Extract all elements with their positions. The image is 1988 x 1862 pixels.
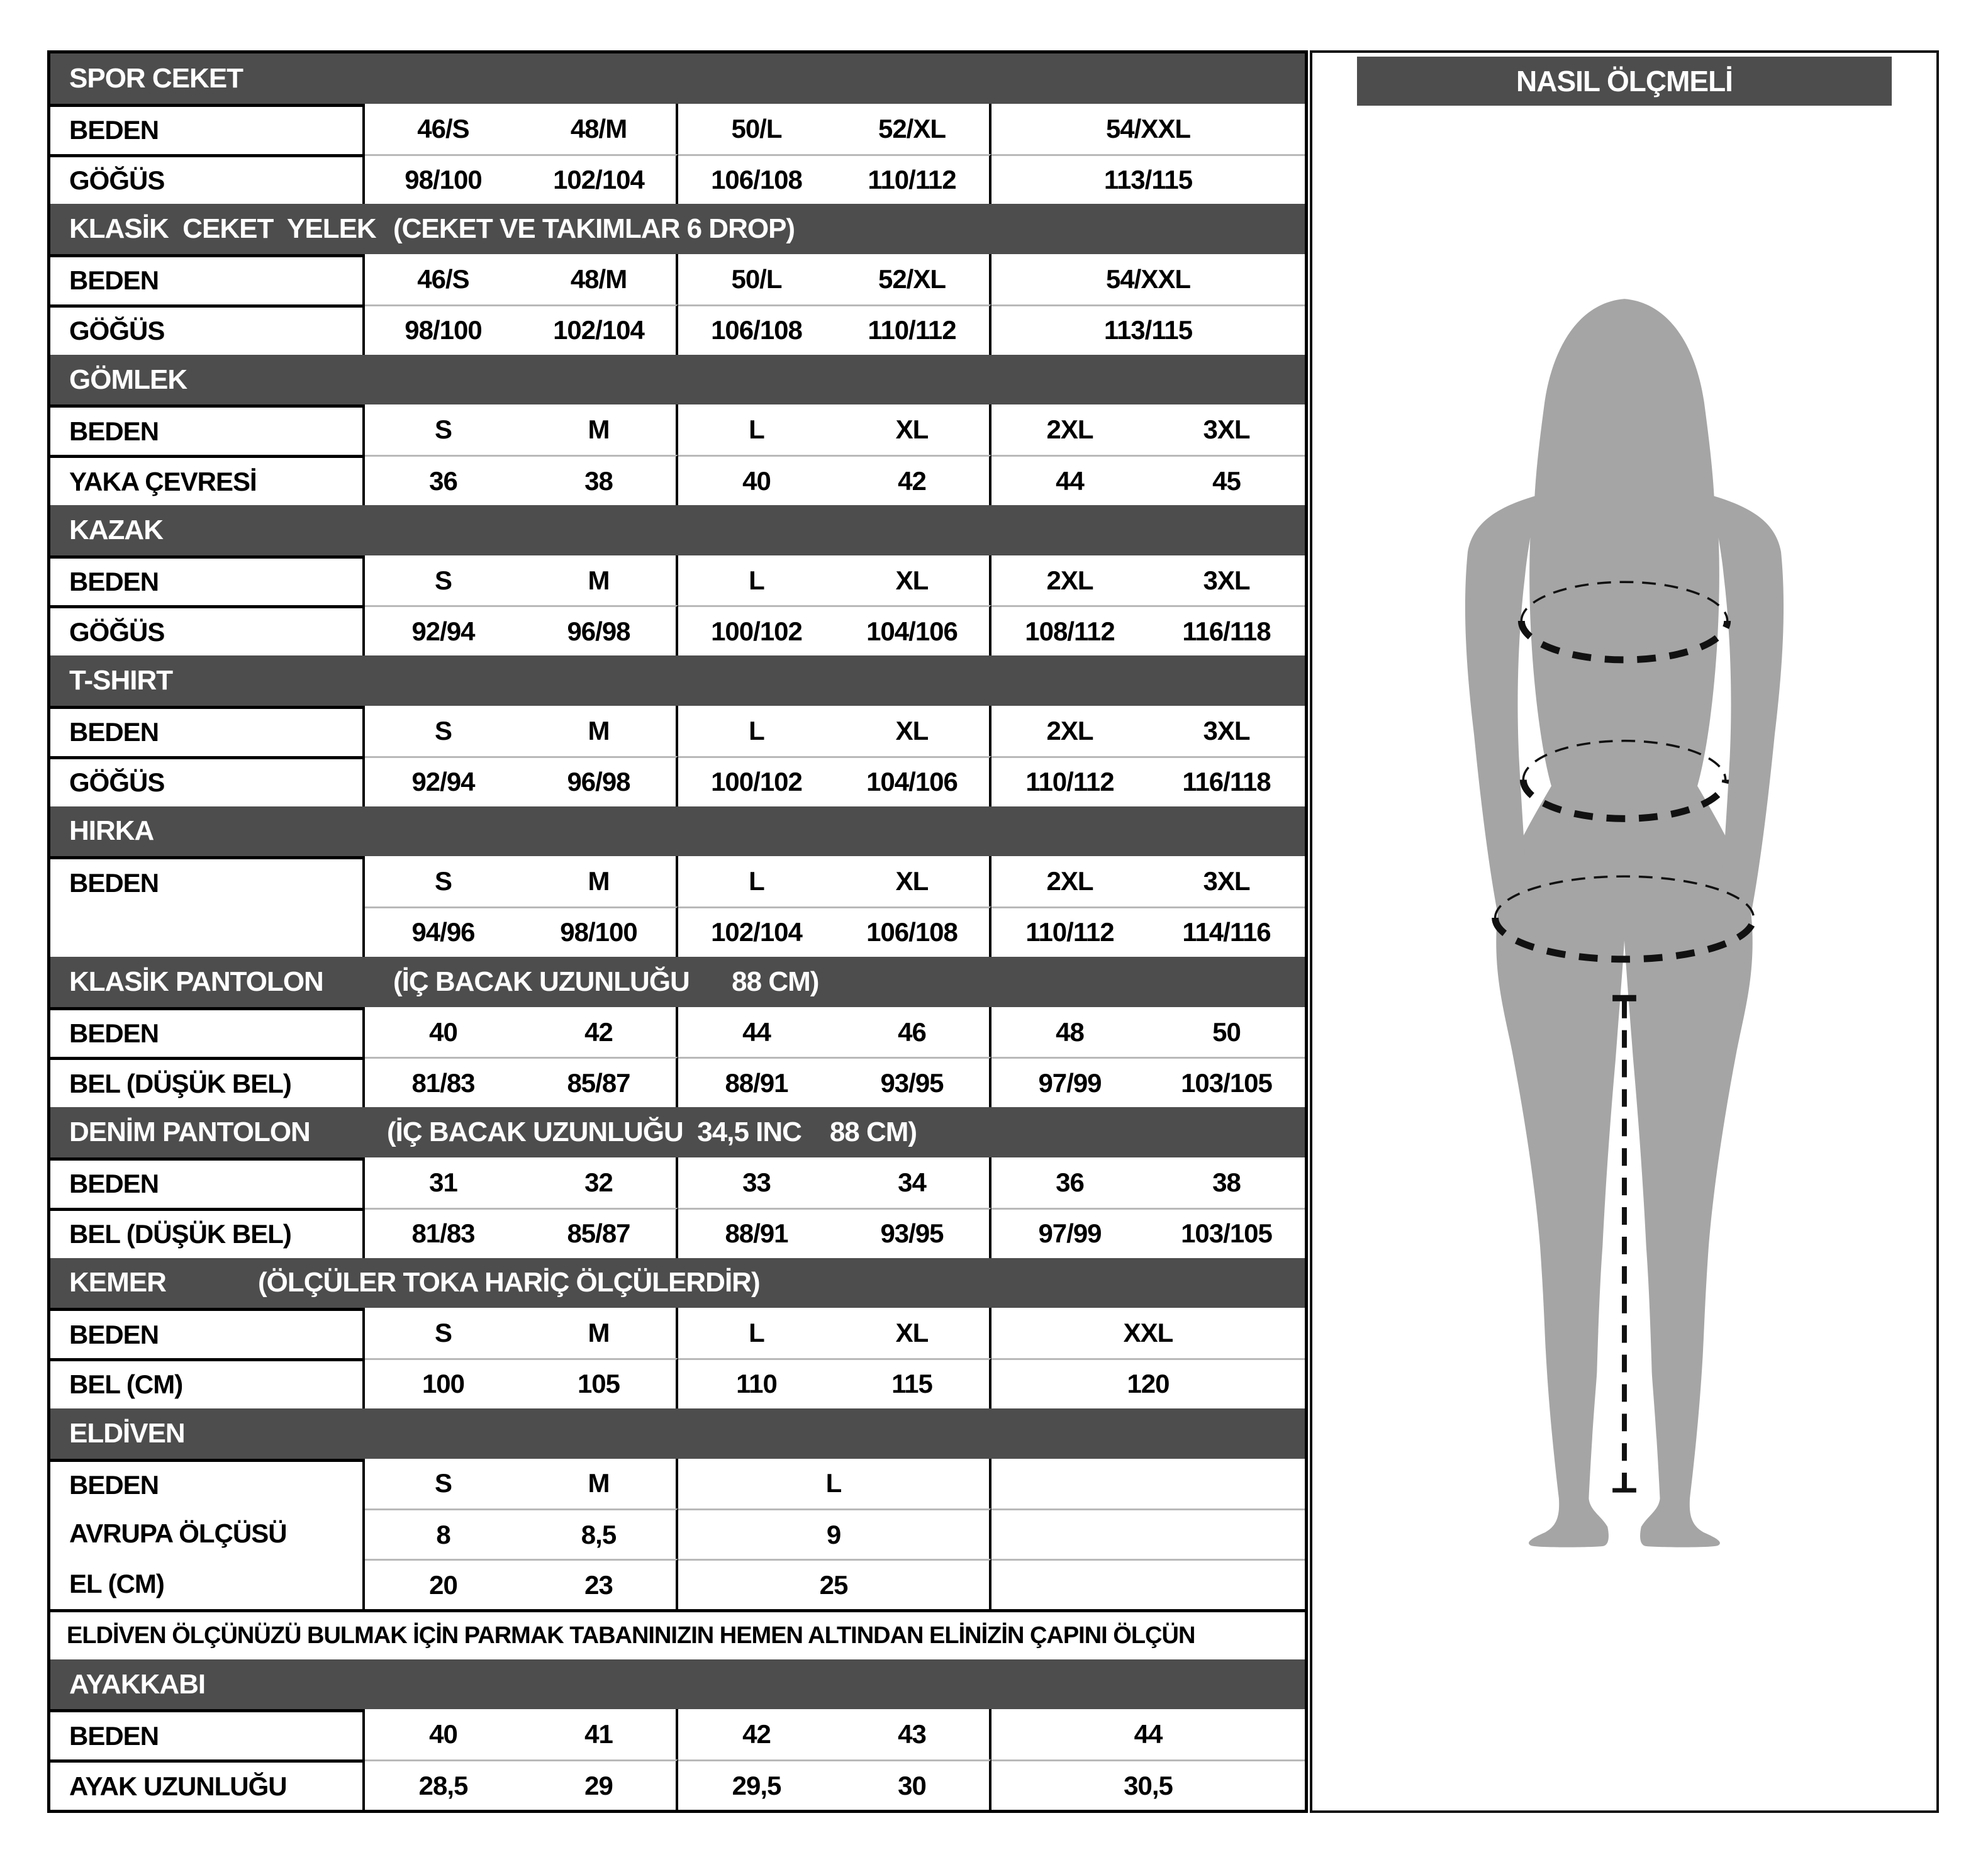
- size-cell: 105: [522, 1358, 678, 1408]
- size-cell: 88/91: [678, 1057, 835, 1107]
- table-row: [50, 555, 1305, 606]
- size-cell: 2XL: [1046, 866, 1093, 896]
- row-label: BEDEN: [50, 706, 365, 756]
- size-cell: 52/XL: [835, 254, 991, 304]
- section-header-label: KLASİK PANTOLON: [69, 966, 323, 997]
- section-header: [50, 505, 1305, 555]
- section-header: [50, 53, 1305, 104]
- section-header: [50, 806, 1305, 857]
- row-label: AVRUPA ÖLÇÜSÜ: [50, 1508, 365, 1559]
- size-cell: 116/118: [1148, 605, 1305, 655]
- row-label: BEDEN: [50, 254, 365, 304]
- table-row: [50, 756, 1305, 806]
- table-row: [50, 254, 1305, 304]
- size-cell: 42: [742, 1719, 771, 1749]
- size-cell: 54/XXL: [1105, 113, 1191, 143]
- size-cell: 116/118: [1148, 756, 1305, 806]
- size-cell: 96/98: [522, 605, 678, 655]
- size-cell: 110/112: [991, 906, 1148, 957]
- size-cell: S: [434, 1468, 452, 1498]
- size-cell: L: [749, 866, 764, 896]
- size-cell: 106/108: [678, 304, 835, 355]
- table-row: [50, 1508, 1305, 1559]
- size-cell: 48/M: [522, 254, 678, 304]
- table-row: [50, 1057, 1305, 1107]
- row-label: GÖĞÜS: [50, 154, 365, 204]
- table-row: [50, 1559, 1305, 1609]
- size-cell: XL: [835, 856, 991, 906]
- table-row: [50, 906, 1305, 957]
- size-cell: 8: [365, 1508, 522, 1559]
- row-label: GÖĞÜS: [50, 605, 365, 655]
- size-cell: XL: [835, 1308, 991, 1358]
- size-cell: 40: [429, 1017, 457, 1047]
- size-cell: S: [434, 866, 452, 896]
- size-cell: 92/94: [365, 756, 522, 806]
- table-row: [50, 304, 1305, 355]
- row-label: BEL (CM): [50, 1358, 365, 1408]
- section-header-label: DENİM PANTOLON: [69, 1117, 310, 1148]
- row-label: GÖĞÜS: [50, 756, 365, 806]
- panel-title: NASIL ÖLÇMELİ: [1357, 57, 1892, 106]
- table-row: [50, 154, 1305, 204]
- size-cell: XL: [835, 706, 991, 756]
- size-cell: 113/115: [991, 154, 1305, 204]
- size-cell: L: [749, 1318, 764, 1348]
- size-cell: 41: [522, 1709, 678, 1759]
- row-label: BEDEN: [50, 1308, 365, 1358]
- row-label: BEL (DÜŞÜK BEL): [50, 1208, 365, 1258]
- size-chart-table: [47, 50, 1308, 1813]
- size-cell: 97/99: [991, 1208, 1148, 1258]
- size-cell: 46/S: [417, 264, 469, 294]
- section-header-subtext: (İÇ BACAK UZUNLUĞU 34,5 INC 88 CM): [387, 1117, 917, 1148]
- size-cell: 108/112: [991, 605, 1148, 655]
- size-cell: 98/100: [365, 304, 522, 355]
- size-cell: 3XL: [1203, 415, 1250, 445]
- size-cell: M: [522, 856, 678, 906]
- row-label: BEDEN: [50, 1007, 365, 1057]
- size-cell: 94/96: [365, 906, 522, 957]
- row-label: BEDEN: [50, 1709, 365, 1759]
- size-cell: 42: [522, 1007, 678, 1057]
- table-row: [50, 1459, 1305, 1509]
- size-cell: 33: [742, 1167, 771, 1197]
- size-cell: M: [522, 1308, 678, 1358]
- size-cell: L: [749, 715, 764, 745]
- row-label: BEDEN: [50, 104, 365, 154]
- size-cell: 110/112: [835, 154, 991, 204]
- section-header-label: HIRKA: [69, 815, 154, 847]
- section-header: [50, 1258, 1305, 1308]
- size-cell: 40: [429, 1719, 457, 1749]
- size-cell: 85/87: [522, 1057, 678, 1107]
- size-cell: 46/S: [417, 113, 469, 143]
- size-cell: S: [434, 1318, 452, 1348]
- section-header-subtext: (ÖLÇÜLER TOKA HARİÇ ÖLÇÜLERDİR): [258, 1267, 760, 1298]
- size-cell: 85/87: [522, 1208, 678, 1258]
- table-row: [50, 1157, 1305, 1208]
- row-label: BEDEN: [50, 1157, 365, 1208]
- size-cell: 104/106: [835, 605, 991, 655]
- size-cell: 23: [522, 1559, 678, 1609]
- size-cell: 50/L: [731, 264, 782, 294]
- size-cell: 44: [742, 1017, 771, 1047]
- size-cell: 30: [835, 1759, 991, 1810]
- size-cell: 28,5: [365, 1759, 522, 1810]
- size-cell: S: [434, 415, 452, 445]
- section-header-label: AYAKKABI: [69, 1668, 206, 1700]
- table-row: [50, 706, 1305, 756]
- size-cell: 44: [991, 455, 1148, 505]
- section-header-label: SPOR CEKET: [69, 62, 243, 94]
- size-cell: 3XL: [1203, 715, 1250, 745]
- table-row: [50, 605, 1305, 655]
- size-cell: 102/104: [678, 906, 835, 957]
- table-row: [50, 1208, 1305, 1258]
- size-cell: 92/94: [365, 605, 522, 655]
- size-cell: 97/99: [991, 1057, 1148, 1107]
- table-row: [50, 1007, 1305, 1057]
- size-cell: 93/95: [835, 1057, 991, 1107]
- section-header: [50, 1408, 1305, 1459]
- table-row: [50, 455, 1305, 505]
- size-cell: 48: [1056, 1017, 1084, 1047]
- size-cell: M: [522, 1459, 678, 1509]
- size-cell: 32: [522, 1157, 678, 1208]
- row-label: AYAK UZUNLUĞU: [50, 1759, 365, 1810]
- size-cell: 8,5: [522, 1508, 678, 1559]
- size-cell: XL: [835, 555, 991, 606]
- table-row: [50, 404, 1305, 455]
- row-label: BEDEN: [50, 404, 365, 455]
- size-cell: 120: [991, 1358, 1305, 1408]
- size-cell: 25: [678, 1559, 991, 1609]
- size-cell: 93/95: [835, 1208, 991, 1258]
- size-cell: 88/91: [678, 1208, 835, 1258]
- size-cell: 100/102: [678, 756, 835, 806]
- size-cell: S: [434, 715, 452, 745]
- size-cell: 110: [678, 1358, 835, 1408]
- size-cell: XL: [835, 404, 991, 455]
- size-cell: 48/M: [522, 104, 678, 154]
- row-label: [50, 906, 365, 957]
- size-cell: 3XL: [1203, 565, 1250, 595]
- size-cell: 103/105: [1148, 1057, 1305, 1107]
- table-row: [50, 1358, 1305, 1408]
- size-cell: 54/XXL: [1105, 264, 1191, 294]
- size-cell: M: [522, 404, 678, 455]
- section-header-label: GÖMLEK: [69, 364, 187, 395]
- section-header: [50, 204, 1305, 254]
- size-cell: L: [749, 565, 764, 595]
- size-cell: 34: [835, 1157, 991, 1208]
- section-header: [50, 355, 1305, 405]
- size-cell: 106/108: [678, 154, 835, 204]
- size-cell: 113/115: [991, 304, 1305, 355]
- section-header-label: KLASİK CEKET YELEK: [69, 213, 376, 245]
- size-cell: 30,5: [991, 1759, 1305, 1810]
- section-header-label: KEMER: [69, 1267, 166, 1298]
- size-cell: 36: [365, 455, 522, 505]
- row-label: GÖĞÜS: [50, 304, 365, 355]
- size-cell: 2XL: [1046, 415, 1093, 445]
- size-cell: [991, 1508, 1305, 1559]
- size-cell: L: [749, 415, 764, 445]
- size-cell: 110/112: [991, 756, 1148, 806]
- section-header-label: T-SHIRT: [69, 665, 173, 696]
- size-cell: 81/83: [365, 1057, 522, 1107]
- size-cell: 44: [1134, 1719, 1163, 1749]
- section-header: [50, 1659, 1305, 1710]
- size-cell: 3XL: [1203, 866, 1250, 896]
- table-row: [50, 1308, 1305, 1358]
- row-label: BEDEN: [50, 856, 365, 906]
- size-cell: [991, 1559, 1305, 1609]
- size-cell: 98/100: [365, 154, 522, 204]
- size-cell: 45: [1148, 455, 1305, 505]
- size-cell: M: [522, 706, 678, 756]
- how-to-measure-panel: [1310, 50, 1939, 1813]
- size-cell: 102/104: [522, 304, 678, 355]
- size-cell: 96/98: [522, 756, 678, 806]
- size-cell: 43: [835, 1709, 991, 1759]
- size-cell: 29: [522, 1759, 678, 1810]
- size-cell: 31: [429, 1167, 457, 1197]
- size-cell: 100/102: [678, 605, 835, 655]
- row-label: BEDEN: [50, 1459, 365, 1509]
- size-cell: 40: [678, 455, 835, 505]
- size-cell: 2XL: [1046, 715, 1093, 745]
- table-row: [50, 856, 1305, 906]
- size-cell: 103/105: [1148, 1208, 1305, 1258]
- size-cell: 98/100: [522, 906, 678, 957]
- size-cell: 100: [365, 1358, 522, 1408]
- size-cell: 104/106: [835, 756, 991, 806]
- size-cell: 52/XL: [835, 104, 991, 154]
- size-cell: 81/83: [365, 1208, 522, 1258]
- section-header: [50, 655, 1305, 706]
- size-cell: 9: [678, 1508, 991, 1559]
- table-row: [50, 1759, 1305, 1810]
- size-cell: 36: [1056, 1167, 1084, 1197]
- size-cell: M: [522, 555, 678, 606]
- section-header-label: ELDİVEN: [69, 1417, 185, 1449]
- size-cell: 38: [522, 455, 678, 505]
- section-header-label: KAZAK: [69, 514, 163, 545]
- size-cell: 46: [835, 1007, 991, 1057]
- section-header: [50, 1107, 1305, 1157]
- row-label: BEL (DÜŞÜK BEL): [50, 1057, 365, 1107]
- size-cell: S: [434, 565, 452, 595]
- section-header-subtext: (İÇ BACAK UZUNLUĞU 88 CM): [393, 966, 819, 997]
- size-cell: L: [678, 1459, 991, 1509]
- size-cell: 110/112: [835, 304, 991, 355]
- size-cell: 114/116: [1148, 906, 1305, 957]
- row-label: YAKA ÇEVRESİ: [50, 455, 365, 505]
- size-cell: XXL: [1123, 1318, 1173, 1348]
- section-header-subtext: (CEKET VE TAKIMLAR 6 DROP): [393, 213, 795, 245]
- table-row: [50, 1709, 1305, 1759]
- section-header: [50, 957, 1305, 1007]
- row-label: BEDEN: [50, 555, 365, 606]
- glove-measure-note: ELDİVEN ÖLÇÜNÜZÜ BULMAK İÇİN PARMAK TABANINIZIN HEMEN ALTINDAN ELİNİZİN ÇAPINI ÖLÇÜN: [50, 1609, 1305, 1659]
- table-row: [50, 104, 1305, 154]
- size-cell: 50: [1212, 1017, 1241, 1047]
- size-cell: 102/104: [522, 154, 678, 204]
- size-cell: 2XL: [1046, 565, 1093, 595]
- size-cell: 42: [835, 455, 991, 505]
- size-cell: 29,5: [678, 1759, 835, 1810]
- row-label: EL (CM): [50, 1559, 365, 1609]
- size-cell: 106/108: [835, 906, 991, 957]
- size-cell: 50/L: [731, 113, 782, 143]
- size-cell: [991, 1459, 1305, 1509]
- female-body-silhouette: [1312, 53, 1936, 1810]
- size-cell: 38: [1212, 1167, 1241, 1197]
- size-cell: 20: [365, 1559, 522, 1609]
- size-cell: 115: [835, 1358, 991, 1408]
